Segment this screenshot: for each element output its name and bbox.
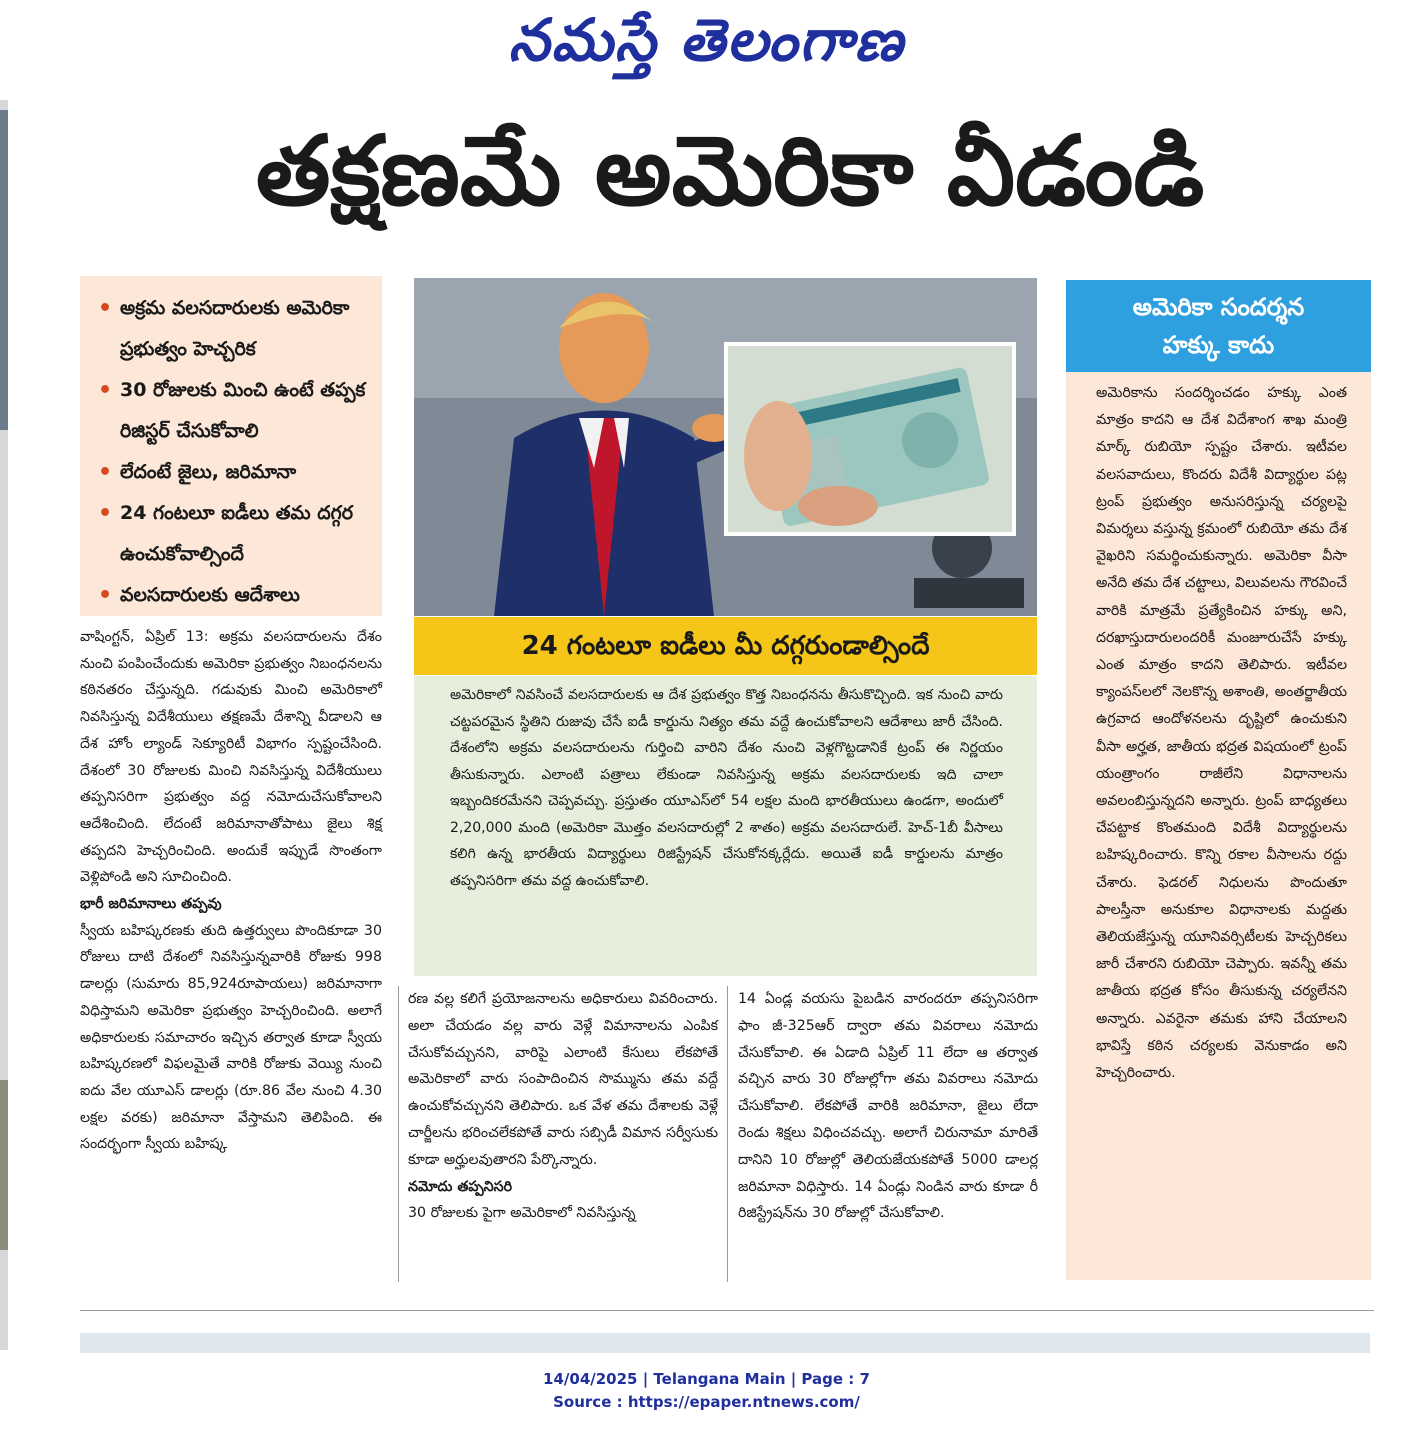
highlight-item: • అక్రమ వలసదారులకు అమెరికా ప్రభుత్వం హెచ్చరిక — [94, 288, 372, 370]
article-column-1 — [80, 624, 382, 1158]
next-article-strip — [80, 1333, 1370, 1353]
masthead-logo: నమస్తే తెలంగాణ — [508, 6, 905, 74]
article-subhead: నమోదు తప్పనిసరి — [408, 1178, 512, 1195]
photo-caption-bar: 24 గంటలూ ఐడీలు మీ దగ్గరుండాల్సిందే — [414, 617, 1037, 675]
article-paragraph: స్వీయ బహిష్కరణకు తుది ఉత్తర్వులు పొందికూడా 30 రోజులు దాటి దేశంలో నివసిస్తున్నవారికి రోజుకు 998 డాలర్లు (సుమారు 85,924రూపాయలు) జరిమానాగా విధిస్తామని అమెరికా ప్రభుత్వం హెచ్చరించింది. అలాగే అధికారులకు సమాచారం ఇచ్చిన తర్వాత కూడా స్వీయ బహిష్కరణలో విఫలమైతే వారికి రోజుకు వెయ్యి నుంచి ఐదు వేల యూఎస్ డాలర్లు (రూ.86 వేల నుంచి 4.30 లక్షల వరకు) జరిమానా వేస్తామని తెలిపింది. ఈ సందర్భంగా స్వీయ బహిష్క — [80, 922, 382, 1153]
highlight-item: • 30 రోజులకు మించి ఉంటే తప్పక రిజిస్టర్ చేసుకోవాలి — [94, 370, 372, 452]
article-subhead: భారీ జరిమానాలు తప్పవు — [80, 896, 222, 913]
highlight-item: • 24 గంటలూ ఐడీలు తమ దగ్గర ఉంచుకోవాల్సిందే — [94, 493, 372, 575]
bullet-icon: • — [98, 501, 113, 526]
bullet-icon: • — [98, 583, 113, 608]
photo-caption-text — [414, 676, 1037, 976]
sidebar-article — [1066, 372, 1371, 1280]
article-paragraph: రణ వల్ల కలిగే ప్రయోజనాలను అధికారులు వివరించారు. అలా చేయడం వల్ల వారు వెళ్లే విమానాలను ఎంపిక చేసుకోవచ్చునని, వారిపై ఎలాంటి కేసులు లేకపోతే అమెరికాలో వారు సంపాదించిన సొమ్మును తమ వద్దే ఉంచుకోవచ్చునని తెలిపారు. ఒక వేళ తమ దేశాలకు వెళ్లే చార్జీలను భరించలేకపోతే వారు సబ్సిడీ విమాన సర్వీసుకు కూడా అర్హులవుతారని పేర్కొన్నారు. — [408, 991, 718, 1168]
article-paragraph: 14 ఏండ్ల వయసు పైబడిన వారందరూ తప్పనిసరిగా ఫాం జీ-325ఆర్ ద్వారా తమ వివరాలు నమోదు చేసుకోవాలి. ఈ ఏడాది ఏప్రిల్ 11 లేదా ఆ తర్వాత వచ్చిన వారు 30 రోజుల్లోగా తమ వివరాలు నమోదు చేసుకోవాలి. లేకపోతే వారికి జరిమానా, జైలు లేదా రెండు శిక్షలు విధించవచ్చు. అలాగే చిరునామా మారితే దానిని 10 రోజుల్లో తెలియజేయకపోతే 5000 డాలర్ల జరిమానా విధిస్తారు. 14 ఏండ్లు నిండిన వారు కూడా రీ రిజిస్ట్రేషన్‌ను 30 రోజుల్లో చేసుకోవాలి. — [738, 991, 1038, 1222]
section-divider — [80, 1310, 1374, 1311]
caption-paragraph: అమెరికాలో నివసించే వలసదారులకు ఆ దేశ ప్రభుత్వం కొత్త నిబంధనను తీసుకొచ్చింది. ఇక నుంచి వారు చట్టపరమైన స్థితిని రుజువు చేసే ఐడీ కార్డును నిత్యం తమ వద్దే ఉంచుకోవాలని ఆదేశాలు జారీ చేసింది. దేశంలోని అక్రమ వలసదారులను గుర్తించి వారిని దేశం నుంచి వెళ్లగొట్టడానికే ట్రంప్ ఈ నిర్ణయం తీసుకున్నారు. ఎలాంటి పత్రాలు లేకుండా నివసిస్తున్న అక్రమ వలసదారులకు ఇది చాలా ఇబ్బందికరమేనని చెప్పవచ్చు. ప్రస్తుతం యూఎస్‌లో 54 లక్షల మంది భారతీయులు ఉండగా, అందులో 2,20,000 మంది (అమెరికా మొత్తం వలసదారుల్లో 2 శాతం) అక్రమ వలసదారులే. హెచ్-1బీ వీసాలు కలిగి ఉన్న భారతీయ విద్యార్థులు రిజిస్ట్రేషన్ చేసుకోనక్కర్లేదు. అయితే ఐడీ కార్డులను మాత్రం తప్పనిసరిగా తమ వద్ద ఉంచుకోవాలి. — [450, 687, 1003, 889]
bullet-icon: • — [98, 296, 113, 321]
footer-source-link[interactable]: Source : https://epaper.ntnews.com/ — [553, 1393, 860, 1411]
left-page-edge-image — [0, 110, 8, 430]
green-card-illustration — [728, 346, 1012, 532]
sidebar-title-line1: అమెరికా సందర్శన — [1132, 293, 1305, 321]
article-column-2 — [408, 986, 718, 1227]
left-page-edge-image-2 — [0, 1080, 8, 1250]
highlight-item: • వలసదారులకు ఆదేశాలు — [94, 575, 372, 616]
sidebar-paragraph: అమెరికాను సందర్శించడం హక్కు ఎంత మాత్రం కాదని ఆ దేశ విదేశాంగ శాఖ మంత్రి మార్క్ రుబియో స్పష్టం చేశారు. ఇటీవల వలసవాదులు, కొందరు విదేశీ విద్యార్థుల పట్ల ట్రంప్ ప్రభుత్వం అనుసరిస్తున్న చర్యలపై విమర్శలు వస్తున్న క్రమంలో రుబియో తమ దేశ వైఖరిని సమర్థించుకున్నారు. అమెరికా వీసా అనేది తమ దేశ చట్టాలు, విలువలను గౌరవించే వారికి మాత్రమే ప్రత్యేకించిన హక్కు అని, దరఖాస్తుదారులందరికీ మంజూరుచేసే హక్కు ఎంత మాత్రం కాదని తెలిపారు. ఇటీవల క్యాంపస్‌లలో నెలకొన్న అశాంతి, అంతర్జాతీయ ఉగ్రవాద ఆందోళనలను దృష్టిలో ఉంచుకుని వీసా అర్హత, జాతీయ భద్రత విషయంలో ట్రంప్ యంత్రాంగం రాజీలేని విధానాలను అవలంబిస్తున్నదని అన్నారు. ట్రంప్ బాధ్యతలు చేపట్టాక కొంతమంది విదేశీ విద్యార్థులను బహిష్కరించారు. కొన్ని రకాల వీసాలను రద్దు చేశారు. ఫెడరల్ నిధులను పొందుతూ పాలస్తీనా అనుకూల విధానాలకు మద్దతు తెలియజేస్తున్న యూనివర్సిటీలకు హెచ్చరికలు జారీ చేశారని రుబియో చెప్పారు. ఇవన్నీ తమ జాతీయ భద్రత కోసం తీసుకున్న చర్యలేనని అన్నారు. ఎవరైనా తమకు హాని చేయాలని భావిస్తే కఠిన చర్యలకు వెనుకాడం అని హెచ్చరించారు. — [1096, 385, 1347, 1082]
article-paragraph: 30 రోజులకు పైగా అమెరికాలో నివసిస్తున్న — [408, 1205, 636, 1222]
column-divider — [727, 986, 728, 1282]
bullet-icon: • — [98, 460, 113, 485]
highlight-item: • లేదంటే జైలు, జరిమానా — [94, 452, 372, 493]
footer-date-edition: 14/04/2025 | Telangana Main | Page : 7 — [543, 1370, 870, 1388]
green-card-inset-photo — [724, 342, 1016, 536]
headline: తక్షణమే అమెరికా వీడండి — [255, 115, 1205, 227]
article-intro: వాషింగ్టన్, ఏప్రిల్ 13: అక్రమ వలసదారులను దేశం నుంచి పంపించేందుకు అమెరికా ప్రభుత్వం నిబంధనలను కఠినతరం చేస్తున్నది. గడువుకు మించి అమెరికాలో నివసిస్తున్న విదేశీయులు తక్షణమే దేశాన్ని వీడాలని ఆ దేశ హోం ల్యాండ్ సెక్యూరిటీ విభాగం స్పష్టంచేసింది. దేశంలో 30 రోజులకు మించి నివసిస్తున్న విదేశీయులు తప్పనిసరిగా ప్రభుత్వం వద్ద నమోదుచేసుకోవాలని ఆదేశించింది. లేదంటే జరిమానాతోపాటు జైలు శిక్ష తప్పదని హెచ్చరించింది. అందుకే ఇప్పుడే సొంతంగా వెళ్లిపోండి అని సూచించింది. — [80, 629, 382, 886]
highlights-box — [80, 276, 382, 616]
article-column-3 — [738, 986, 1038, 1227]
sidebar-title-line2: హక్కు కాదు — [1162, 331, 1275, 359]
sidebar-title — [1066, 280, 1371, 372]
bullet-icon: • — [98, 378, 113, 403]
column-divider — [398, 986, 399, 1282]
